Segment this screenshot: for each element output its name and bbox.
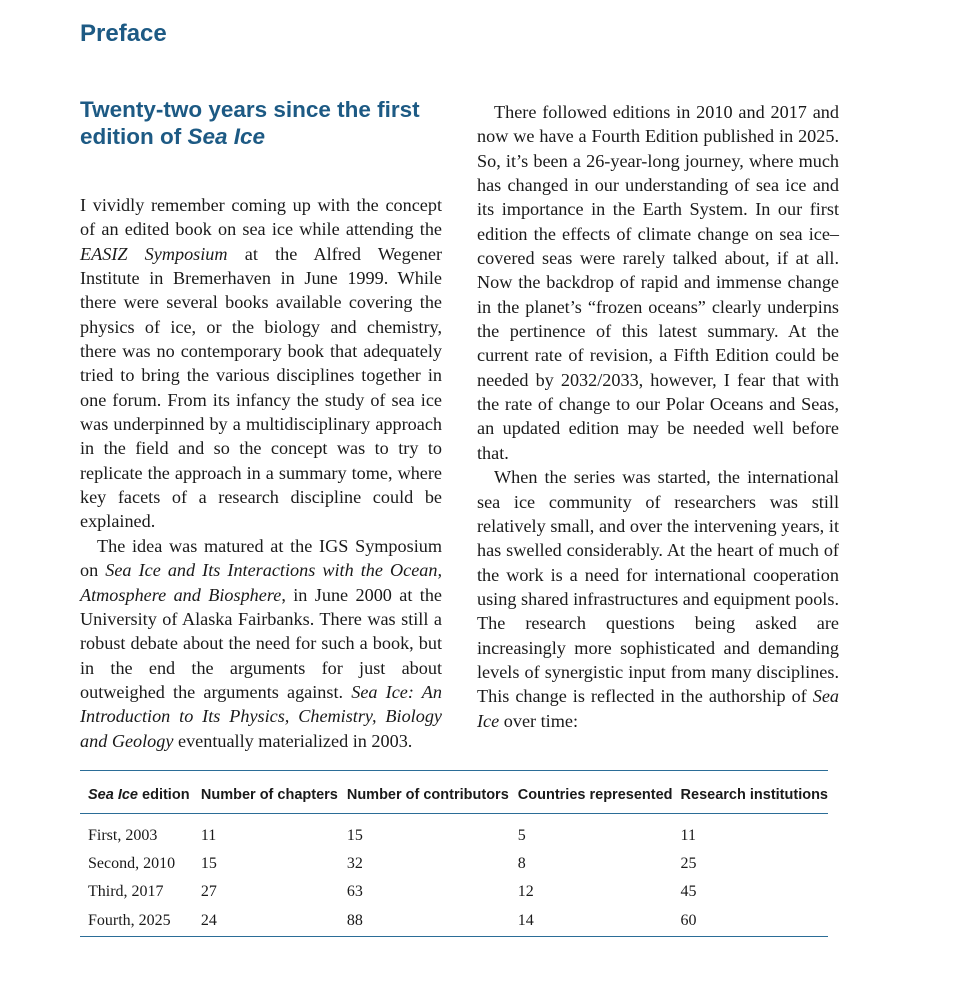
table-row bbox=[80, 878, 828, 906]
cell-countries: 5 bbox=[517, 827, 526, 844]
cell-chapters: 15 bbox=[200, 855, 217, 872]
cell-countries: 8 bbox=[517, 855, 526, 872]
header-edition: Sea Ice edition bbox=[80, 771, 193, 814]
cell-institutions: 60 bbox=[680, 912, 697, 929]
table-header-row bbox=[80, 771, 828, 814]
table-row bbox=[80, 906, 828, 936]
cell-countries: 14 bbox=[517, 912, 534, 929]
preface-heading: Twenty-two years since the first edition of Sea Ice bbox=[80, 97, 420, 149]
cell-edition: Second, 2010 bbox=[88, 855, 176, 872]
table-row bbox=[80, 850, 828, 878]
header-institutions: Research institutions bbox=[673, 771, 828, 814]
table-row bbox=[80, 814, 828, 851]
cell-institutions: 25 bbox=[680, 855, 697, 872]
header-countries: Countries represented bbox=[510, 771, 673, 814]
cell-contributors: 32 bbox=[346, 855, 363, 872]
right-column bbox=[477, 100, 839, 733]
cell-countries: 12 bbox=[517, 883, 534, 900]
cell-contributors: 15 bbox=[346, 827, 363, 844]
cell-contributors: 63 bbox=[346, 883, 363, 900]
paragraph-igs-symposium: The idea was matured at the IGS Symposium on Sea Ice and Its Interactions with the Ocean, Atmosphere and Biosphere, in June 2000 at the University of Alaska Fairbanks. There was still a robust debate about the need for such a book, but in the end the arguments for just about outweighed the arguments against. Sea Ice: An Introduction to Its Physics, Chemistry, Biology and Geology eventually materialized in 2003. bbox=[80, 535, 443, 751]
cell-chapters: 11 bbox=[200, 827, 217, 844]
cell-institutions: 45 bbox=[680, 883, 697, 900]
cell-institutions: 11 bbox=[680, 827, 696, 844]
cell-contributors: 88 bbox=[346, 912, 363, 929]
section-title: Preface bbox=[80, 20, 167, 47]
cell-chapters: 27 bbox=[200, 883, 217, 900]
left-column bbox=[80, 96, 442, 753]
paragraph-origin: I vividly remember coming up with the concept of an edited book on sea ice while attending the EASIZ Symposium at the Alfred Wegener Institute in Bremerhaven in June 1999. While there were several books available covering the physics of ice, or the biology and chemistry, there was no contemporary book that adequately tried to bring the various disciplines together in one forum. From its infancy the study of sea ice was underpinned by a multidisciplinary approach in the field and so the concept was to try to replicate the approach in a summary tome, where key facets of a research discipline could be explained. bbox=[80, 195, 442, 532]
paragraph-community: When the series was started, the international sea ice community of researchers was still relatively small, and over the intervening years, it has swelled considerably. At the heart of much of the work is a need for international cooperation using shared infrastructures and equipment pools. The research questions being asked are increasingly more sophisticated and demanding levels of synergistic input from many disciplines. This change is reflected in the authorship of Sea Ice over time: bbox=[477, 467, 839, 731]
header-chapters: Number of chapters bbox=[193, 771, 339, 814]
cell-edition: Third, 2017 bbox=[88, 883, 164, 900]
editions-table bbox=[80, 770, 828, 937]
cell-edition: First, 2003 bbox=[88, 827, 158, 844]
paragraph-editions: There followed editions in 2010 and 2017 and now we have a Fourth Edition published in 2025. So, it’s been a 26-year-long journey, where much has changed in our understanding of sea ice and its importance in the Earth System. In our first edition the effects of climate change on sea ice–covered seas were rarely talked about, if at all. Now the backdrop of rapid and immense change in the planet’s “frozen oceans” clearly underpins the pertinence of this latest summary. At the current rate of revision, a Fifth Edition could be needed by 2032/2033, however, I fear that with the rate of change to our Polar Oceans and Seas, an updated edition may be needed well before that. bbox=[477, 102, 839, 463]
cell-edition: Fourth, 2025 bbox=[88, 912, 171, 929]
header-contributors: Number of contributors bbox=[339, 771, 510, 814]
cell-chapters: 24 bbox=[200, 912, 217, 929]
